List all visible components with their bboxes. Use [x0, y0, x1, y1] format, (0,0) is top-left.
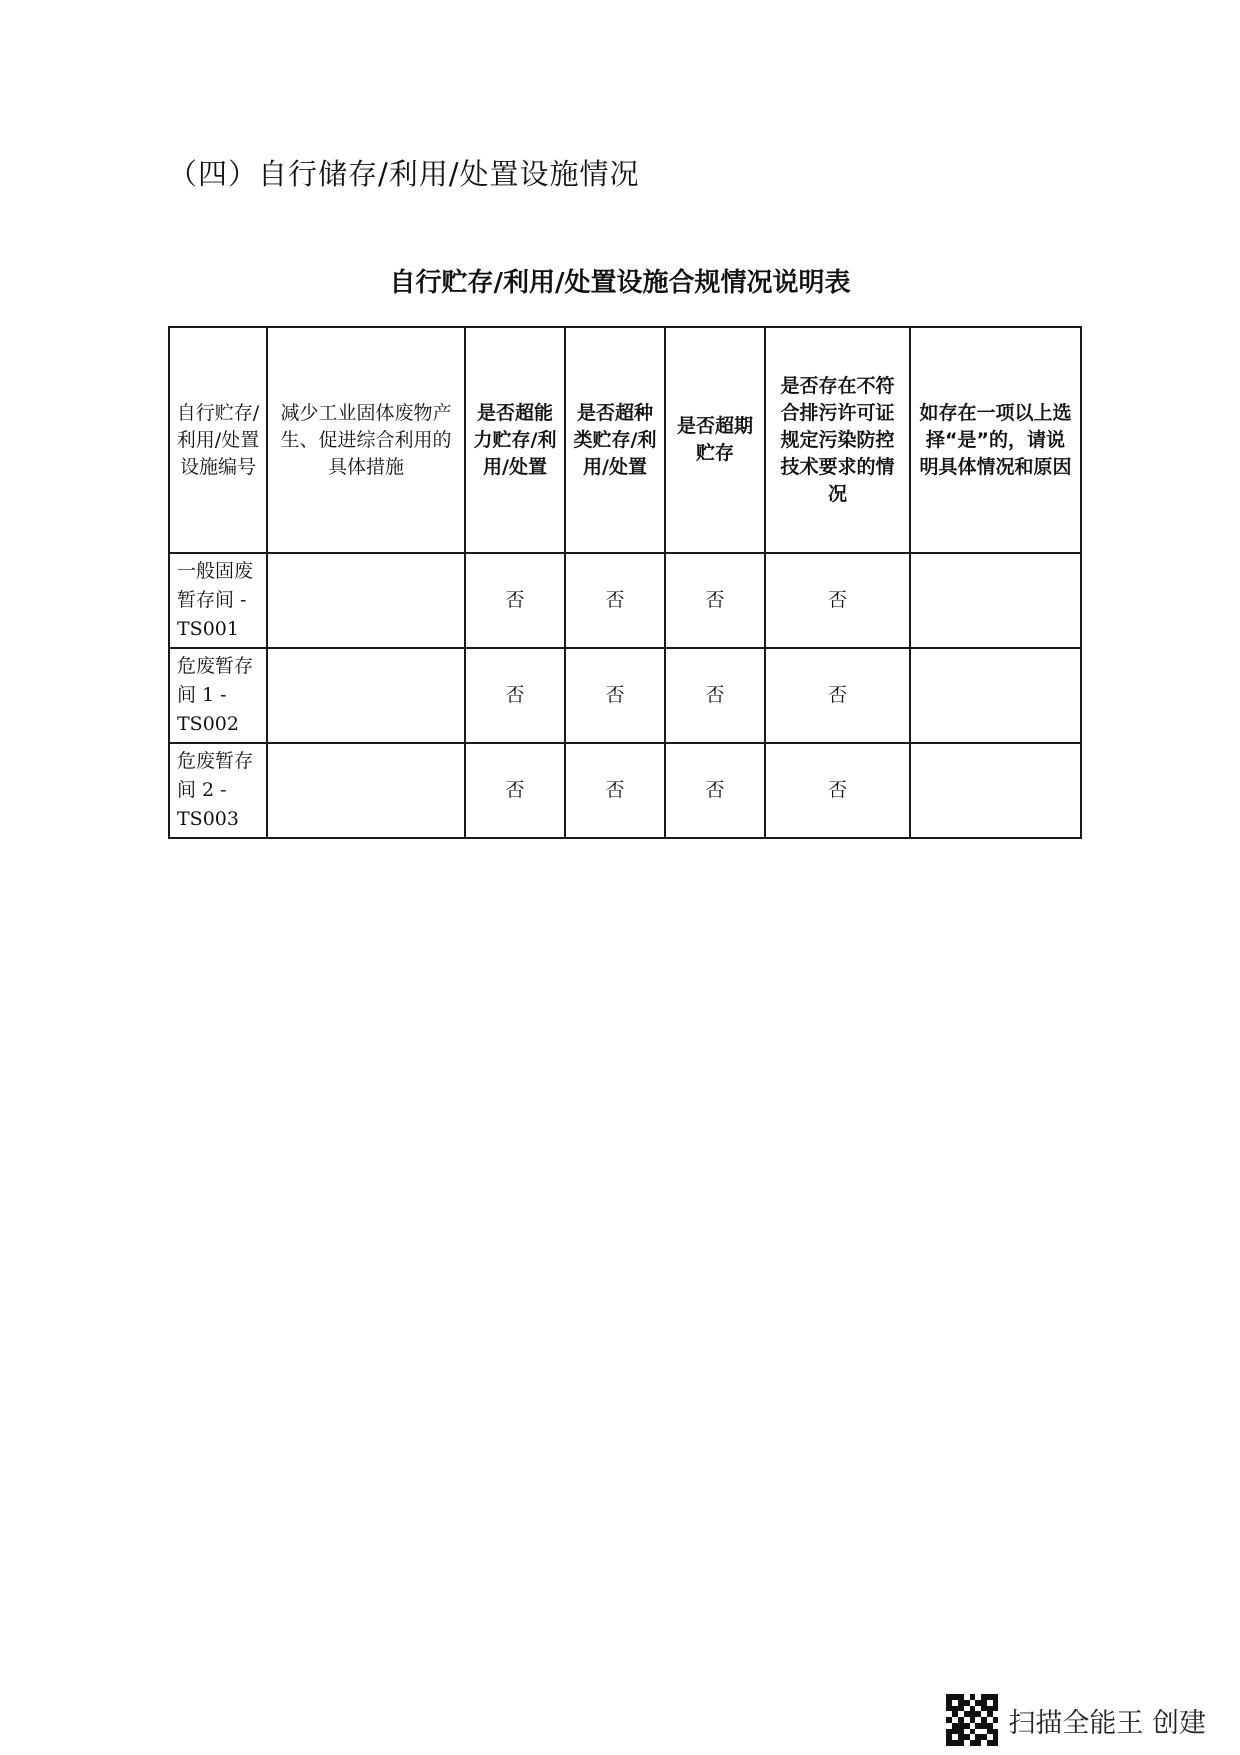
qr-code-icon [946, 1694, 998, 1746]
header-explanation: 如存在一项以上选择“是”的，请说明具体情况和原因 [910, 327, 1081, 553]
compliance-table [168, 326, 1082, 839]
header-measures: 减少工业固体废物产生、促进综合利用的具体措施 [267, 327, 465, 553]
cell-over-category: 否 [565, 553, 665, 648]
cell-measures [267, 743, 465, 838]
header-facility-id: 自行贮存/利用/处置设施编号 [169, 327, 267, 553]
cell-facility-id: 一般固废暂存间 -TS001 [169, 553, 267, 648]
cell-over-category: 否 [565, 648, 665, 743]
table-row [169, 648, 1081, 743]
cell-noncompliance: 否 [765, 648, 910, 743]
table-row [169, 553, 1081, 648]
cell-measures [267, 553, 465, 648]
table-header-row [169, 327, 1081, 553]
cell-facility-id: 危废暂存间 1 -TS002 [169, 648, 267, 743]
header-over-capacity: 是否超能力贮存/利用/处置 [465, 327, 565, 553]
cell-over-capacity: 否 [465, 743, 565, 838]
section-title: （四）自行储存/利用/处置设施情况 [168, 157, 640, 191]
cell-explanation [910, 648, 1081, 743]
cell-over-period: 否 [665, 743, 765, 838]
header-over-category: 是否超种类贮存/利用/处置 [565, 327, 665, 553]
cell-explanation [910, 743, 1081, 838]
scanner-watermark [946, 1694, 1206, 1746]
cell-over-capacity: 否 [465, 553, 565, 648]
cell-over-capacity: 否 [465, 648, 565, 743]
cell-measures [267, 648, 465, 743]
cell-over-category: 否 [565, 743, 665, 838]
table-row [169, 743, 1081, 838]
cell-noncompliance: 否 [765, 553, 910, 648]
watermark-text: 扫描全能王 创建 [1008, 1707, 1206, 1739]
cell-noncompliance: 否 [765, 743, 910, 838]
table-title: 自行贮存/利用/处置设施合规情况说明表 [389, 268, 851, 298]
cell-facility-id: 危废暂存间 2 -TS003 [169, 743, 267, 838]
header-noncompliance: 是否存在不符合排污许可证规定污染防控技术要求的情况 [765, 327, 910, 553]
header-over-period: 是否超期贮存 [665, 327, 765, 553]
cell-over-period: 否 [665, 648, 765, 743]
cell-over-period: 否 [665, 553, 765, 648]
cell-explanation [910, 553, 1081, 648]
